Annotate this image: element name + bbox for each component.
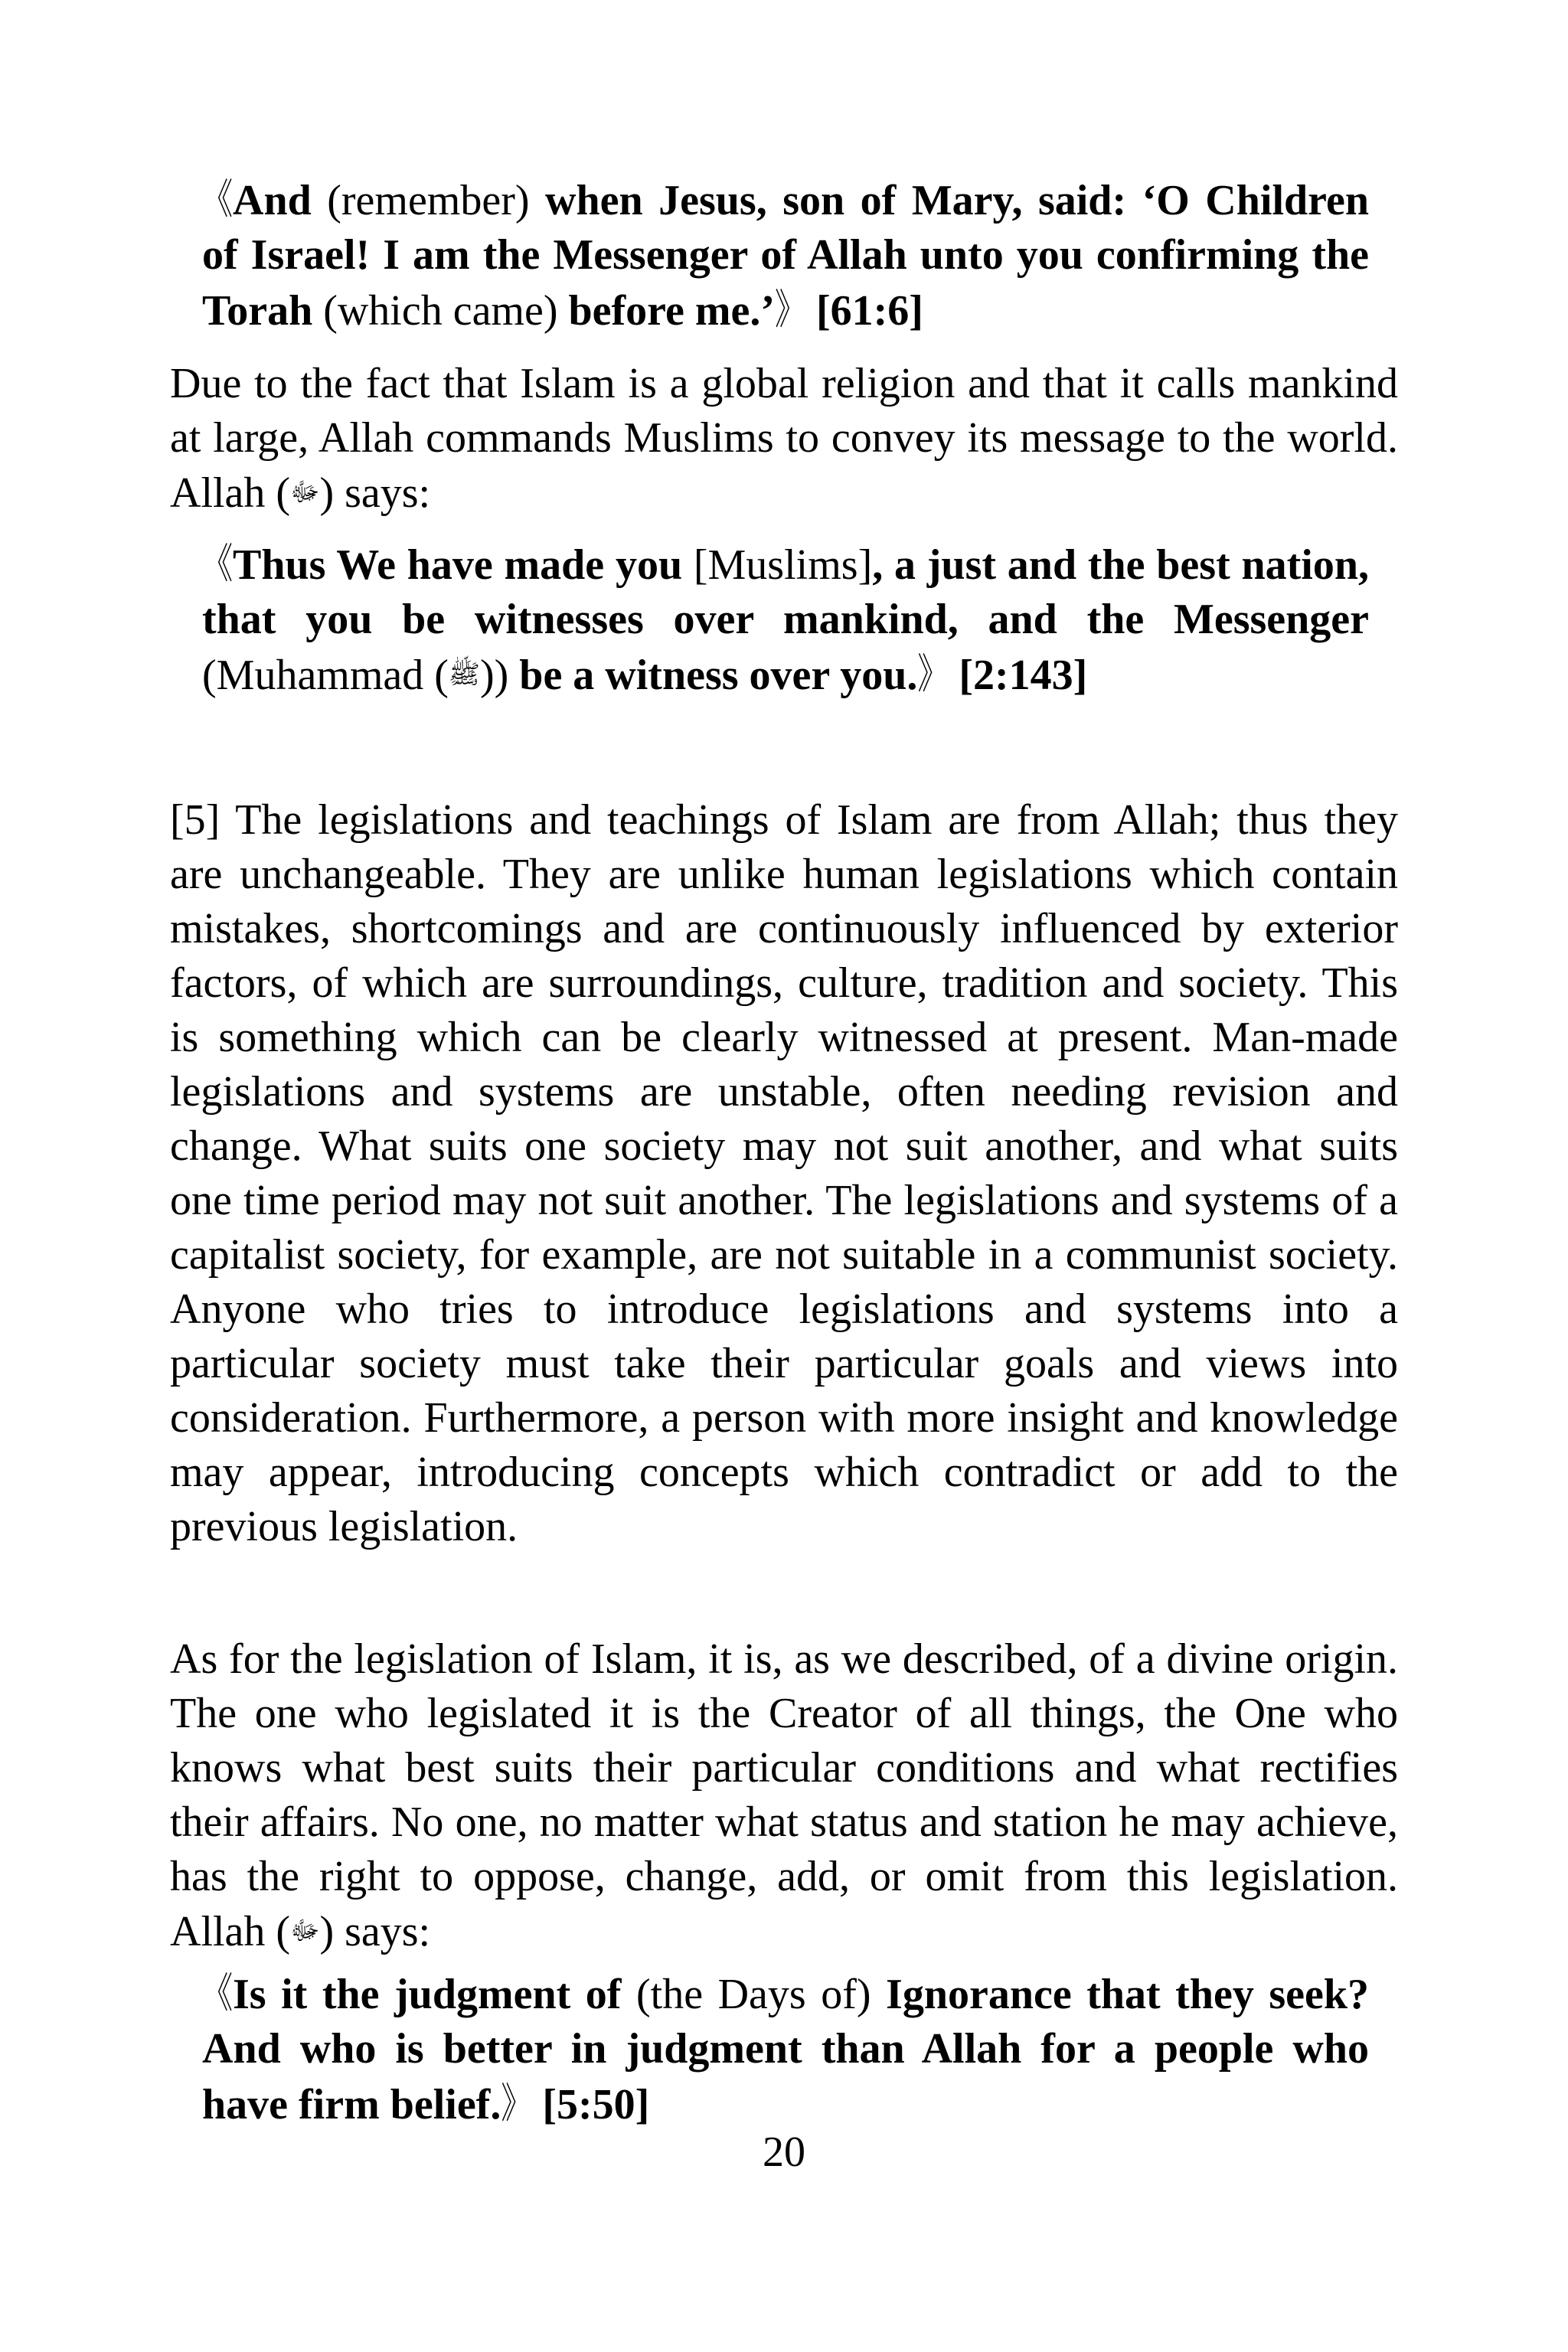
quote-bold-text: Thus We have made you xyxy=(233,541,683,589)
quote-reference: [61:6] xyxy=(805,287,923,335)
paragraph-unchangeable-legislation xyxy=(170,793,1398,1554)
paragraph-text: Due to the fact that Islam is a global religion and that it calls mankind at large, Allah commands Muslims to convey its message to the world. Allah ( xyxy=(170,360,1398,517)
close-quote-bracket-icon: 》 xyxy=(775,286,805,333)
quote-plain-text: (which came) xyxy=(312,287,569,335)
quote-plain-text: (Muhammad ( xyxy=(202,652,449,699)
open-quote-bracket-icon: 《 xyxy=(202,541,233,587)
swt-honorific-icon: ﷻ xyxy=(290,1917,320,1945)
swt-honorific-icon: ﷻ xyxy=(290,479,320,507)
quote-reference: [5:50] xyxy=(531,2081,650,2128)
quote-bold-text: Is it the judgment of xyxy=(233,1971,622,2018)
paragraph-text: As for the legislation of Islam, it is, as we described, of a divine origin. The one who legislated it is the Creator of all things, the One who knows what best suits their particular conditions and what rectifies their affairs. No one, no matter what status and station he may achieve, has the right to oppose, change, add, or omit from this legislation. Allah ( xyxy=(170,1635,1398,1955)
quote-plain-text: (remember) xyxy=(311,177,546,224)
quote-bold-text: be a witness over you. xyxy=(519,652,918,699)
page-number: 20 xyxy=(763,2128,805,2176)
paragraph-global-religion xyxy=(170,357,1398,521)
quote-plain-text: [Muslims] xyxy=(682,541,873,589)
paragraph-text: ) says: xyxy=(319,1908,431,1955)
close-quote-bracket-icon: 》 xyxy=(917,651,949,697)
paragraph-text: [5] The legislations and teachings of Islam are from Allah; thus they are unchangeable. They are unlike human legislations which contain mistakes, shortcomings and are continuously influenced by exterior factors, of which are surroundings, culture, tradition and society. This is something which can be clearly witnessed at present. Man-made legislations and systems are unstable, often needing revision and change. What suits one society may not suit another, and what suits one time period may not suit another. The legislations and systems of a capitalist society, for example, are not suitable in a communist society. Anyone who tries to introduce legislations and systems into a particular society must take their particular goals and views into consideration. Furthermore, a person with more insight and knowledge may appear, introducing concepts which contradict or add to the previous legislation. xyxy=(170,796,1398,1550)
quote-reference: [2:143] xyxy=(948,652,1088,699)
quran-quote-5-50 xyxy=(202,1966,1369,2132)
paragraph-text: ) says: xyxy=(319,469,431,517)
quote-plain-text: )) xyxy=(480,652,520,699)
quote-plain-text: (the Days of) xyxy=(621,1971,887,2018)
open-quote-bracket-icon: 《 xyxy=(202,1970,233,2017)
quote-bold-text: , a just and the best nation, that you be witnesses over mankind, and the Messenger xyxy=(202,541,1370,643)
quote-bold-text: And xyxy=(233,177,312,224)
close-quote-bracket-icon: 》 xyxy=(501,2080,532,2127)
pbuh-honorific-icon: ﷺ xyxy=(448,661,480,689)
quran-quote-61-6 xyxy=(202,172,1369,338)
paragraph-divine-origin xyxy=(170,1632,1398,1959)
open-quote-bracket-icon: 《 xyxy=(202,176,233,223)
quote-bold-text: before me.’ xyxy=(568,287,775,335)
quote-bold-text: when Jesus, son of Mary, said: ‘O Children of Israel! I am the Messenger of Allah unto you confirming the Torah xyxy=(202,177,1370,335)
quran-quote-2-143 xyxy=(202,537,1369,703)
quote-bold-text: Ignorance that they seek? And who is better in judgment than Allah for a people who have firm belief. xyxy=(202,1971,1370,2128)
